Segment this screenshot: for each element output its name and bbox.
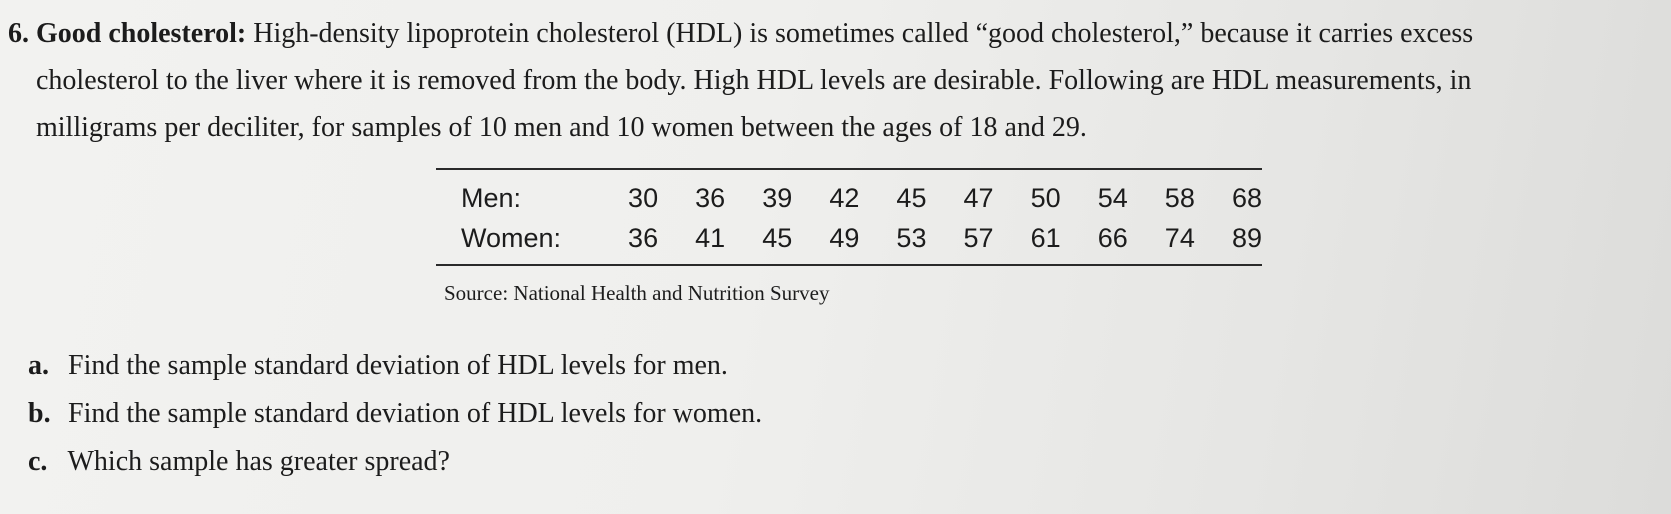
table-cell: 74 bbox=[1164, 222, 1195, 253]
row-label: Women: bbox=[461, 222, 562, 253]
problem-statement bbox=[8, 10, 1648, 151]
problem-line-2: cholesterol to the liver where it is removed from the body. High HDL levels are desirable. Following are HDL measurements, in bbox=[36, 65, 1472, 96]
table-cell: 57 bbox=[963, 222, 994, 253]
problem-text-line-1: High-density lipoprotein cholesterol (HDL) is sometimes called “good cholesterol,” because it carries excess bbox=[253, 18, 1474, 49]
problem-line-3: milligrams per deciliter, for samples of 10 men and 10 women between the ages of 18 and 29. bbox=[36, 112, 1087, 143]
question-list bbox=[28, 350, 762, 494]
hdl-data-table bbox=[436, 168, 1262, 266]
table-cell: 89 bbox=[1231, 222, 1262, 253]
source-note: Source: National Health and Nutrition Survey bbox=[444, 281, 830, 305]
table-cell: 41 bbox=[695, 222, 726, 253]
table-cell: 30 bbox=[628, 182, 659, 213]
question-c bbox=[28, 446, 762, 494]
table-cell: 42 bbox=[829, 182, 860, 213]
table-cell: 39 bbox=[762, 182, 793, 213]
table-cell: 53 bbox=[896, 222, 927, 253]
table-cell: 50 bbox=[1030, 182, 1061, 213]
row-label: Men: bbox=[461, 182, 522, 213]
question-text: Find the sample standard deviation of HDL levels for men. bbox=[68, 350, 728, 381]
table-cell: 36 bbox=[695, 182, 726, 213]
question-a bbox=[28, 350, 762, 398]
table-cell: 58 bbox=[1164, 182, 1195, 213]
table-cell: 54 bbox=[1097, 182, 1128, 213]
table-cell: 49 bbox=[829, 222, 860, 253]
table-cell: 45 bbox=[762, 222, 793, 253]
table-cell: 61 bbox=[1030, 222, 1061, 253]
question-text: Which sample has greater spread? bbox=[67, 446, 450, 477]
table-cell: 66 bbox=[1097, 222, 1128, 253]
table-cell: 47 bbox=[963, 182, 994, 213]
hdl-table bbox=[436, 178, 1262, 258]
problem-title: Good cholesterol: bbox=[36, 18, 247, 49]
table-cell: 68 bbox=[1231, 182, 1262, 213]
table-row-men bbox=[436, 178, 1262, 218]
question-letter: a. bbox=[28, 350, 49, 381]
question-text: Find the sample standard deviation of HDL levels for women. bbox=[68, 398, 763, 429]
table-cell: 45 bbox=[896, 182, 927, 213]
question-letter: b. bbox=[28, 398, 51, 429]
problem-number: 6. bbox=[8, 18, 29, 49]
table-row-women bbox=[436, 218, 1262, 258]
table-cell: 36 bbox=[628, 222, 659, 253]
problem-line-1 bbox=[8, 10, 1648, 57]
question-b bbox=[28, 398, 762, 446]
question-letter: c. bbox=[28, 446, 48, 477]
